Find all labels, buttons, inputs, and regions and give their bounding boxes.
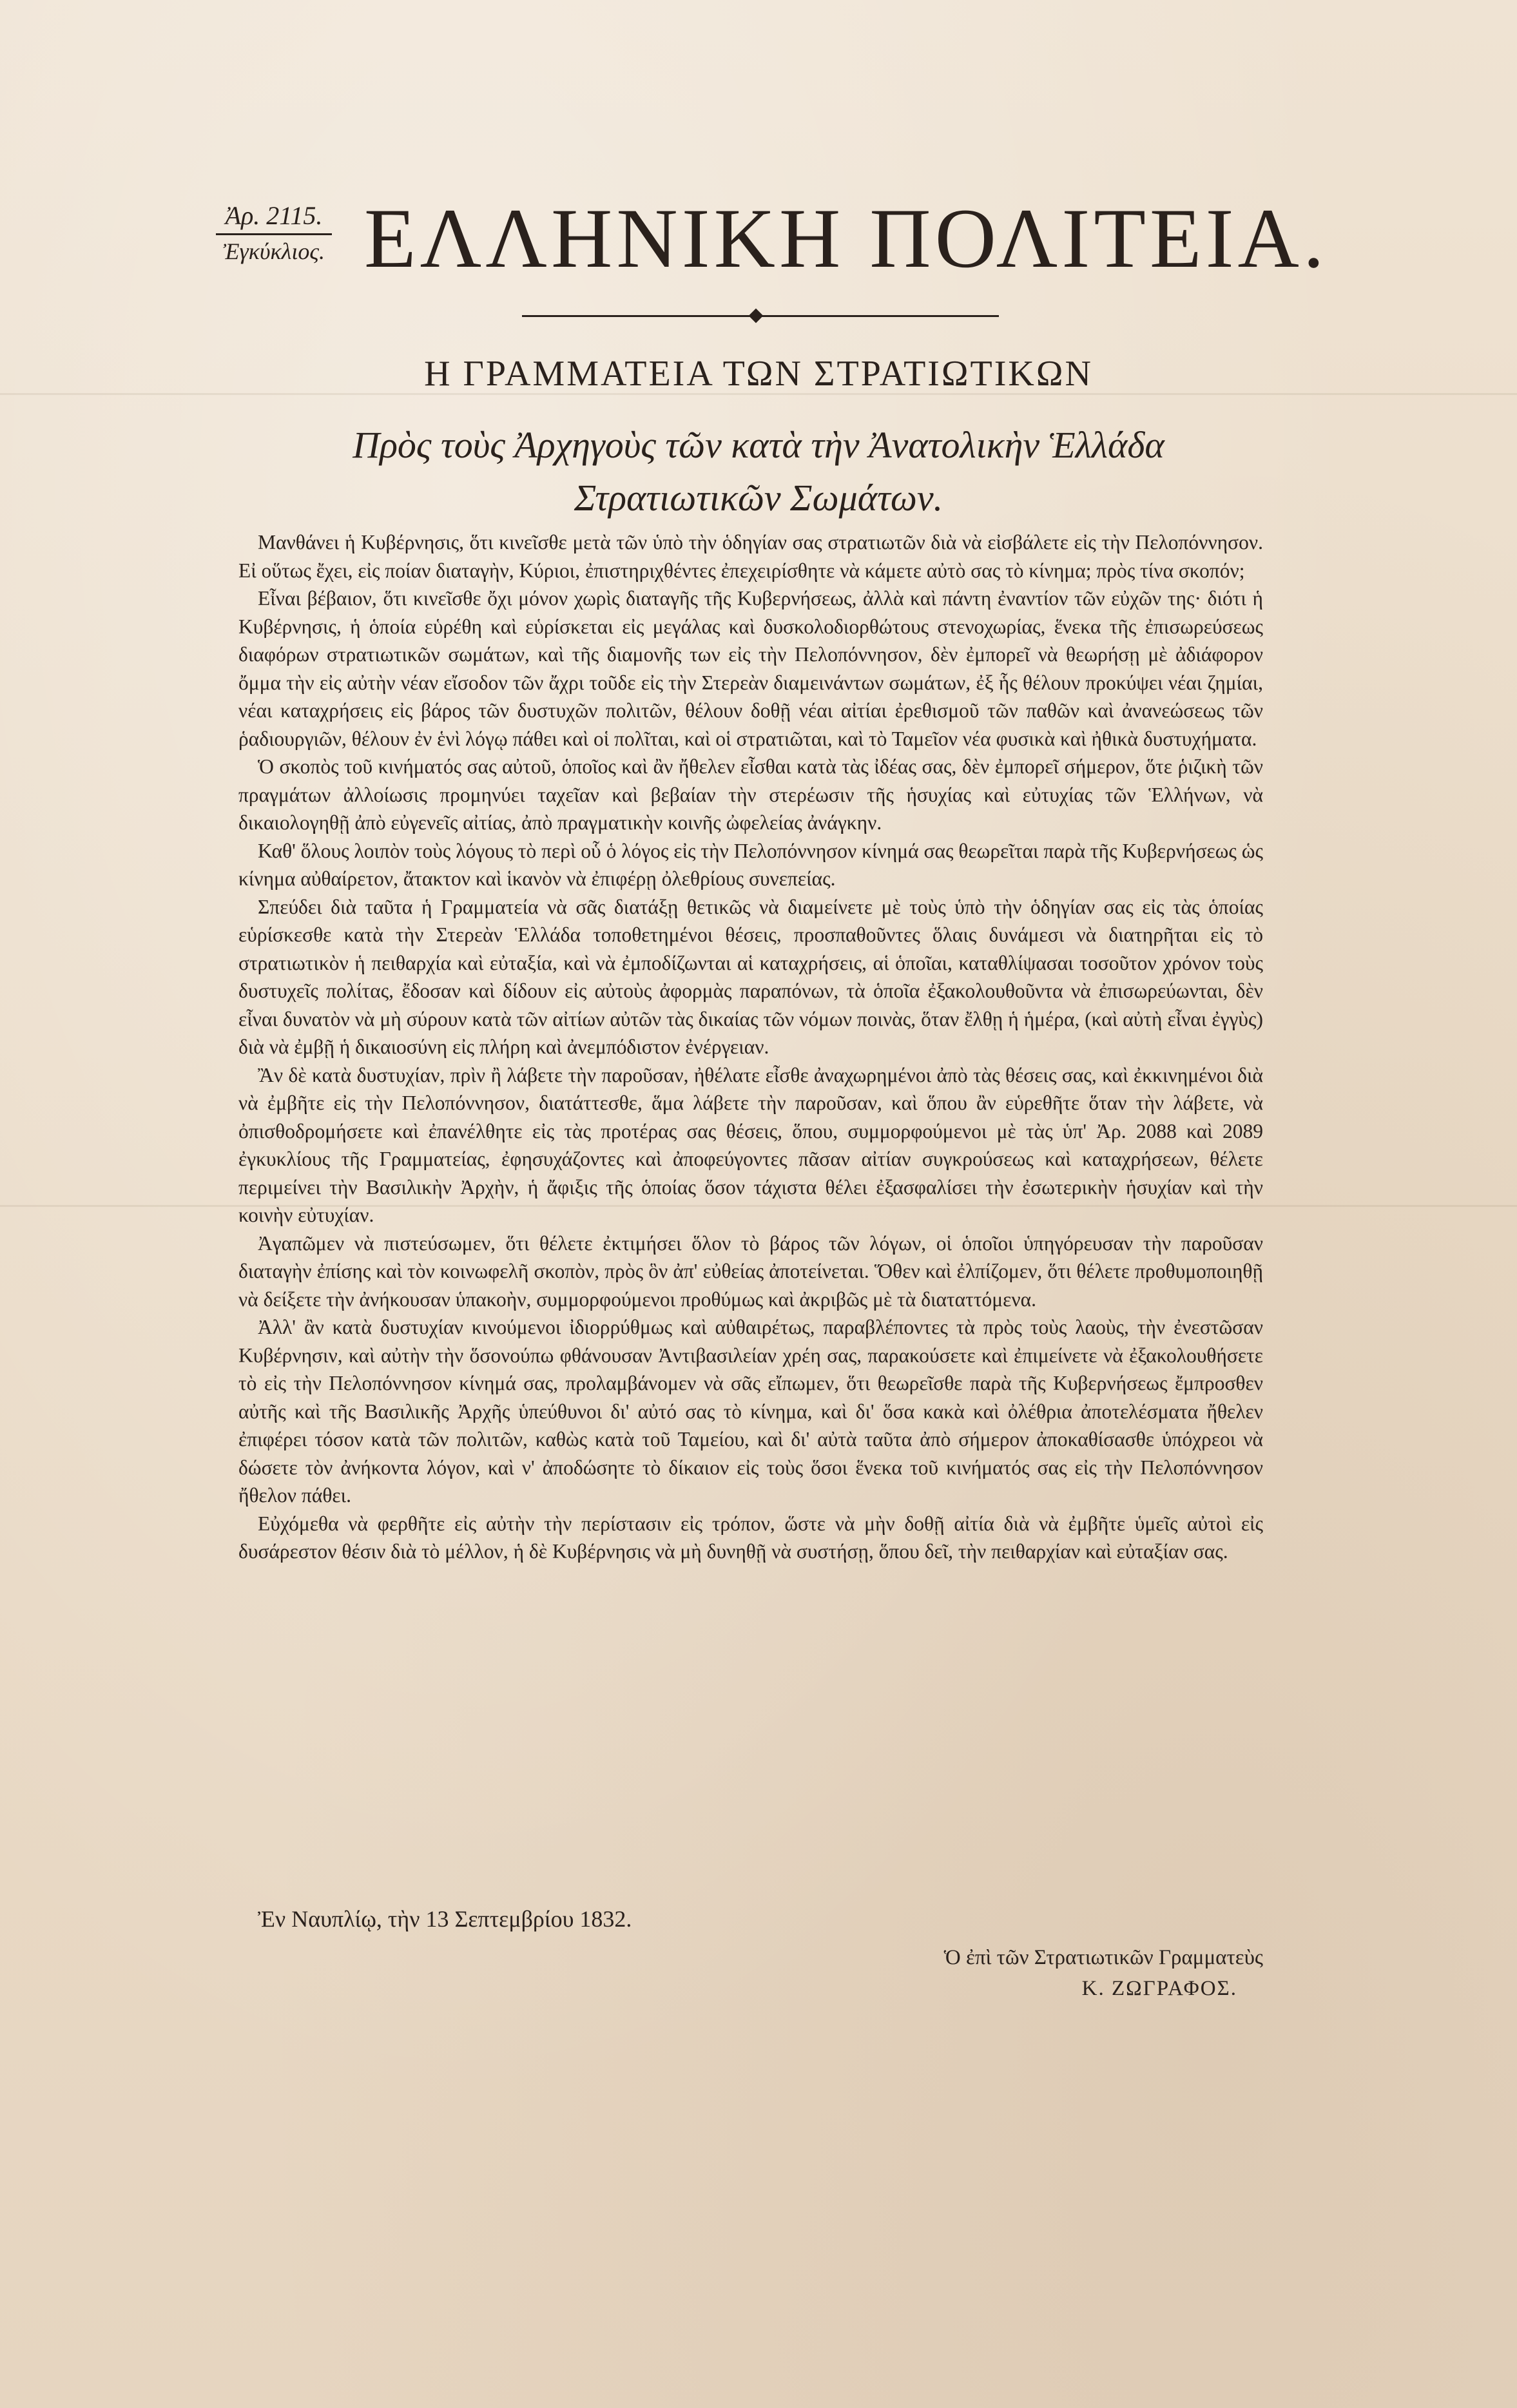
addressee-line-2: Στρατιωτικῶν Σωμάτων.: [574, 477, 943, 519]
body-paragraph: Ἀλλ' ἂν κατὰ δυστυχίαν κινούμενοι ἰδιορρύθμως καὶ αὐθαιρέτως, παραβλέποντες τὰ πρὸς τοὺς λαοὺς, τὴν ἐνεστῶσαν Κυβέρνησιν, καὶ αὐτὴν τὴν ὅσονούπω φθάνουσαν Ἀντιβασιλείαν χρέη σας, παρακούσετε καὶ ἐπιμείνετε νὰ ἐξακολουθήσετε τὸ εἰς τὴν Πελοπόννησον κίνημά σας, προλαμβάνομεν νὰ σᾶς εἴπωμεν, ὅτι θεωρεῖσθε παρὰ τῆς Κυβερνήσεως ἔμπροσθεν αὐτῆς καὶ τῆς Βασιλικῆς Ἀρχῆς ὑπεύθυνοι δι' αὐτό σας τὸ κίνημα, καὶ δι' ὅσα κακὰ καὶ ὀλέθρια ἀποτελέσματα ἤθελεν ἐπιφέρει τόσον κατὰ τῶν πολιτῶν, καθὼς κατὰ τοῦ Ταμείου, καὶ δι' αὐτὰ ταῦτα ἀπὸ σήμερον ἀποκαθίσασθε ὑπόχρεοι νὰ δώσετε τὸν ἀνήκοντα λόγον, καὶ ν' ἀποδώσητε τὸ δίκαιον εἰς τοὺς ὅσοι ἕνεκα τοῦ κινήματός σας εἰς τὴν Πελοπόννησον ἤθελον πάθει.: [238, 1316, 1263, 1507]
ornamental-rule: [522, 313, 999, 320]
signatory-role: Ὁ ἐπὶ τῶν Στρατιωτικῶν Γραμματεὺς: [943, 1946, 1263, 1969]
document-body: [238, 528, 1263, 1566]
issuing-office: Η ΓΡΑΜΜΑΤΕΙΑ ΤΩΝ ΣΤΡΑΤΙΩΤΙΚΩΝ: [424, 354, 1093, 394]
addressee: [0, 419, 1517, 525]
rule-diamond: [749, 309, 764, 323]
page-title: ΕΛΛΗΝΙΚΗ ΠΟΛΙΤΕΙΑ.: [364, 191, 1328, 285]
reference-type: Ἐγκύκλιος.: [223, 238, 325, 264]
body-paragraph: Μανθάνει ἡ Κυβέρνησις, ὅτι κινεῖσθε μετὰ τῶν ὑπὸ τὴν ὁδηγίαν σας στρατιωτῶν διὰ νὰ εἰσβάλετε εἰς τὴν Πελοπόννησον. Εἰ οὕτως ἔχει, εἰς ποίαν διαταγὴν, Κύριοι, ἐπιστηριχθέντες ἐπεχειρίσθητε νὰ κάμετε αὐτὸ σας τὸ κίνημα; πρὸς τίνα σκοπόν;: [238, 531, 1263, 582]
document-header: [216, 191, 1328, 285]
dateline: Ἐν Ναυπλίῳ, τὴν 13 Σεπτεμβρίου 1832.: [258, 1906, 632, 1932]
body-paragraph: Ἂν δὲ κατὰ δυστυχίαν, πρὶν ἢ λάβετε τὴν παροῦσαν, ἠθέλατε εἶσθε ἀναχωρημένοι ἀπὸ τὰς θέσεις σας, καὶ ἐκκινημένοι διὰ νὰ ἐμβῆτε εἰς τὴν Πελοπόννησον, διατάττεσθε, ἅμα λάβετε τὴν παροῦσαν, καὶ ὅπου ἂν εὑρεθῆτε ὅταν τὴν λάβετε, νὰ ὀπισθοδρομήσετε καὶ ἐπανέλθητε εἰς τὰς προτέρας σας θέσεις, ὅπου, συμμορφούμενοι μὲ τὰς ὑπ' Ἀρ. 2088 καὶ 2089 ἐγκυκλίους τῆς Γραμματείας, ἐφησυχάζοντες καὶ ἀποφεύγοντες πᾶσαν αἰτίαν συγκρούσεως καὶ καταχρήσεων, θέλετε περιμείνει τὴν Βασιλικὴν Ἀρχὴν, ἡ ἄφιξις τῆς ὁποίας ὅσον τάχιστα θέλει ἐξασφαλίσει τὴν ἐσωτερικὴν ἡσυχίαν καὶ τὴν κοινὴν εὐτυχίαν.: [238, 1063, 1263, 1226]
body-paragraph: Σπεύδει διὰ ταῦτα ἡ Γραμματεία νὰ σᾶς διατάξῃ θετικῶς νὰ διαμείνετε μὲ τοὺς ὑπὸ τὴν ὁδηγίαν σας εἰς τὰς ὁποίας εὑρίσκεσθε κατὰ τὴν Στερεὰν Ἑλλάδα τοποθετημένοι θέσεις, προσπαθοῦντες ὅλαις δυνάμεσι νὰ διατηρῆται εἰς τὸ στρατιωτικὸν ἡ πειθαρχία καὶ εὐταξία, καὶ νὰ ἐμποδίζωνται αἱ καταχρήσεις, αἱ ὁποῖαι, καταθλίψασαι τοσοῦτον χρόνον τοὺς δυστυχεῖς πολίτας, ἔδοσαν καὶ δίδουν εἰς αὐτοὺς ἀφορμὰς παραπόνων, τὰ ὁποῖα ἐξακολουθοῦντα νὰ ἐπισωρεύωνται, δὲν εἶναι δυνατὸν νὰ μὴ σύρουν κατὰ τῶν αἰτίων αὐτῶν τὰς δικαίας τῶν νόμων ποινὰς, ὅταν ἔλθῃ ἡ ἡμέρα, (καὶ αὐτὴ εἶναι ἐγγὺς) διὰ νὰ ἐμβῇ ἡ δικαιοσύνη εἰς πλήρη καὶ ἀνεμπόδιστον ἐνέργειαν.: [238, 895, 1263, 1058]
body-paragraph: Ὁ σκοπὸς τοῦ κινήματός σας αὐτοῦ, ὁποῖος καὶ ἂν ἤθελεν εἶσθαι κατὰ τὰς ἰδέας σας, δὲν ἐμπορεῖ σήμερον, ὅτε ῥιζικὴ τῶν πραγμάτων ἀλλοίωσις προμηνύει ταχεῖαν καὶ βεβαίαν τὴν στερέωσιν τῆς ἡσυχίας καὶ εὐτυχίας τῶν Ἑλλήνων, νὰ δικαιολογηθῇ ἀπὸ εὐγενεῖς αἰτίας, ἀπὸ πραγματικὴν κοινῆς ὠφελείας ἀνάγκην.: [238, 755, 1263, 834]
body-paragraph: Εὐχόμεθα νὰ φερθῆτε εἰς αὐτὴν τὴν περίστασιν εἰς τρόπον, ὥστε νὰ μὴν δοθῇ αἰτία διὰ νὰ ἐμβῆτε ὑμεῖς αὐτοὶ εἰς δυσάρεστον θέσιν διὰ τὸ μέλλον, ἡ δὲ Κυβέρνησις νὰ μὴ δυνηθῇ νὰ συστήσῃ, ὅπου δεῖ, τὴν πειθαρχίαν καὶ εὐταξίαν σας.: [238, 1512, 1263, 1563]
signatory-name: Κ. ΖΩΓΡΑΦΟΣ.: [1081, 1977, 1237, 2000]
body-paragraph: Εἶναι βέβαιον, ὅτι κινεῖσθε ὄχι μόνον χωρὶς διαταγῆς τῆς Κυβερνήσεως, ἀλλὰ καὶ πάντη ἐναντίον τῶν εὐχῶν της· διότι ἡ Κυβέρνησις, ἡ ὁποία εὑρέθη καὶ εὑρίσκεται εἰς μεγάλας καὶ δυσκολοδιορθώτους στενοχωρίας, ἕνεκα τῆς ἐπισωρεύσεως διαφόρων στρατιωτικῶν σωμάτων, καὶ τῆς διαμονῆς των εἰς τὴν Πελοπόννησον, δὲν ἐμπορεῖ νὰ θεωρήσῃ μὲ ἀδιάφορον ὄμμα τὴν εἰς αὐτὴν νέαν εἴσοδον τῶν ἄχρι τοῦδε εἰς τὴν Στερεὰν διαμεινάντων σωμάτων, ἐξ ἧς θέλουν προκύψει νέαι ζημίαι, νέαι καταχρήσεις εἰς βάρος τῶν δυστυχῶν πολιτῶν, θέλουν δοθῇ νέαι αἰτίαι ἐρεθισμοῦ τῶν παθῶν καὶ ἀνανεώσεως τῶν ῥαδιουργιῶν, θέλουν ἐν ἑνὶ λόγῳ πάθει καὶ οἱ πολῖται, καὶ οἱ στρατιῶται, καὶ τὸ Ταμεῖον νέα φυσικὰ καὶ ἠθικὰ δυστυχήματα.: [238, 587, 1263, 750]
body-paragraph: Καθ' ὅλους λοιπὸν τοὺς λόγους τὸ περὶ οὗ ὁ λόγος εἰς τὴν Πελοπόννησον κίνημά σας θεωρεῖται παρὰ τῆς Κυβερνήσεως ὡς κίνημα αὐθαίρετον, ἄτακτον καὶ ἱκανὸν νὰ ἐπιφέρῃ ὀλεθρίους συνεπείας.: [238, 839, 1263, 890]
signature-block: [864, 1943, 1263, 2003]
reference-number: Ἀρ. 2115.: [216, 200, 332, 235]
body-paragraph: Ἀγαπῶμεν νὰ πιστεύσωμεν, ὅτι θέλετε ἐκτιμήσει ὅλον τὸ βάρος τῶν λόγων, οἱ ὁποῖοι ὑπηγόρευσαν τὴν παροῦσαν διαταγὴν ἐπίσης καὶ τὸν κοινωφελῆ σκοπὸν, πρὸς ὃν ἀπ' εὐθείας ἀποτείνεται. Ὅθεν καὶ ἐλπίζομεν, ὅτι θέλετε προθυμοποιηθῇ νὰ δείξετε τὴν ἀνήκουσαν ὑπακοὴν, συμμορφούμενοι προθύμως καὶ ἀκριβῶς μὲ τὰ διαταττόμενα.: [238, 1231, 1263, 1311]
addressee-line-1: Πρὸς τοὺς Ἀρχηγοὺς τῶν κατὰ τὴν Ἀνατολικὴν Ἑλλάδα: [353, 424, 1164, 466]
reference-box: [216, 200, 332, 267]
